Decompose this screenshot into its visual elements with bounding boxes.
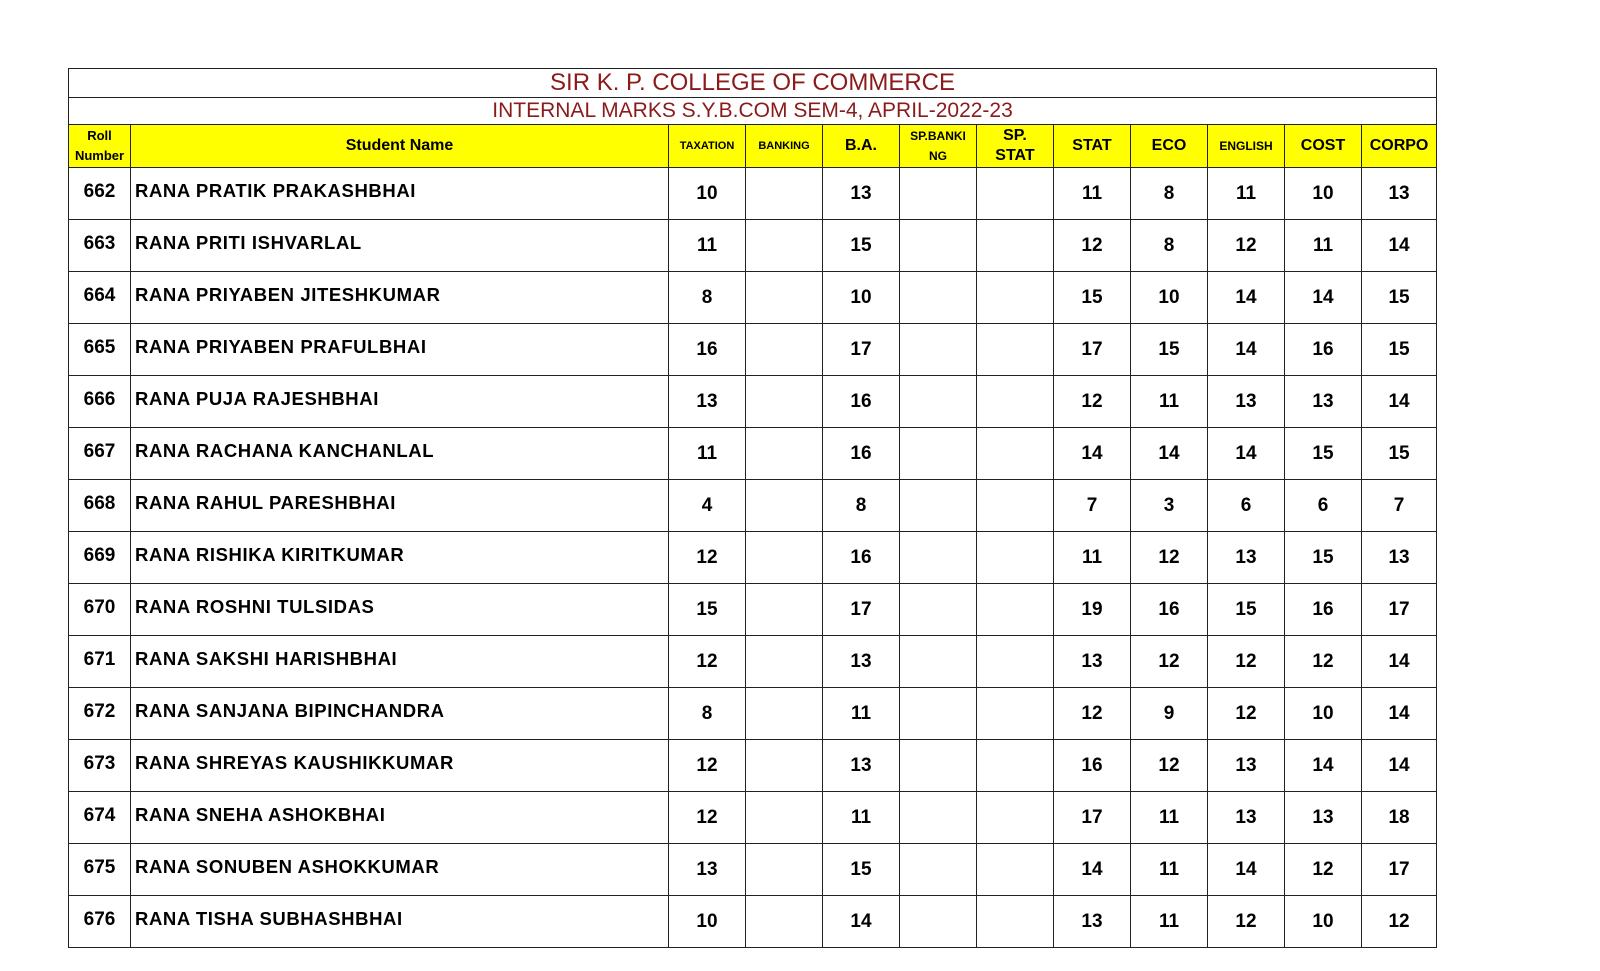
stat-cell: 7 xyxy=(1054,480,1131,532)
taxation-cell: 12 xyxy=(669,636,746,688)
name-cell: RANA PRATIK PRAKASHBHAI xyxy=(131,168,669,220)
ba-cell: 14 xyxy=(823,896,900,948)
sp-banking-cell xyxy=(900,272,977,324)
eco-cell: 3 xyxy=(1131,480,1208,532)
table-row xyxy=(69,532,1437,584)
taxation-cell: 15 xyxy=(669,584,746,636)
banking-cell xyxy=(746,324,823,376)
corpo-cell: 17 xyxy=(1362,584,1437,636)
stat-cell: 13 xyxy=(1054,896,1131,948)
english-cell: 12 xyxy=(1208,688,1285,740)
ba-cell: 13 xyxy=(823,636,900,688)
banking-cell xyxy=(746,844,823,896)
roll-cell: 674 xyxy=(69,792,131,844)
stat-cell: 14 xyxy=(1054,844,1131,896)
taxation-cell: 12 xyxy=(669,532,746,584)
roll-cell: 673 xyxy=(69,740,131,792)
english-cell: 14 xyxy=(1208,844,1285,896)
stat-cell: 12 xyxy=(1054,376,1131,428)
col-sp-banking xyxy=(900,125,977,168)
english-cell: 15 xyxy=(1208,584,1285,636)
name-cell: RANA SAKSHI HARISHBHAI xyxy=(131,636,669,688)
sp-stat-cell xyxy=(977,896,1054,948)
name-cell: RANA SNEHA ASHOKBHAI xyxy=(131,792,669,844)
ba-cell: 17 xyxy=(823,324,900,376)
sp-banking-cell xyxy=(900,480,977,532)
cost-cell: 12 xyxy=(1285,636,1362,688)
banking-cell xyxy=(746,220,823,272)
eco-cell: 10 xyxy=(1131,272,1208,324)
name-cell: RANA SANJANA BIPINCHANDRA xyxy=(131,688,669,740)
sp-banking-cell xyxy=(900,896,977,948)
cost-cell: 15 xyxy=(1285,428,1362,480)
col-taxation: TAXATION xyxy=(669,125,746,168)
roll-cell: 662 xyxy=(69,168,131,220)
column-header-row xyxy=(69,125,1437,168)
taxation-cell: 11 xyxy=(669,428,746,480)
sp-banking-cell xyxy=(900,220,977,272)
taxation-cell: 8 xyxy=(669,688,746,740)
taxation-cell: 8 xyxy=(669,272,746,324)
corpo-cell: 14 xyxy=(1362,376,1437,428)
sp-banking-cell xyxy=(900,532,977,584)
corpo-cell: 15 xyxy=(1362,272,1437,324)
stat-cell: 17 xyxy=(1054,324,1131,376)
english-cell: 14 xyxy=(1208,324,1285,376)
roll-cell: 670 xyxy=(69,584,131,636)
col-roll-number xyxy=(69,125,131,168)
sp-banking-cell xyxy=(900,324,977,376)
stat-cell: 15 xyxy=(1054,272,1131,324)
sp-stat-cell xyxy=(977,792,1054,844)
table-row xyxy=(69,740,1437,792)
sp-stat-cell xyxy=(977,220,1054,272)
cost-cell: 12 xyxy=(1285,844,1362,896)
col-corpo: CORPO xyxy=(1362,125,1437,168)
roll-cell: 671 xyxy=(69,636,131,688)
english-cell: 11 xyxy=(1208,168,1285,220)
stat-cell: 13 xyxy=(1054,636,1131,688)
ba-cell: 11 xyxy=(823,792,900,844)
table-row xyxy=(69,844,1437,896)
table-row xyxy=(69,272,1437,324)
stat-cell: 16 xyxy=(1054,740,1131,792)
corpo-cell: 18 xyxy=(1362,792,1437,844)
table-row xyxy=(69,428,1437,480)
name-cell: RANA SONUBEN ASHOKKUMAR xyxy=(131,844,669,896)
sp-banking-cell xyxy=(900,584,977,636)
ba-cell: 13 xyxy=(823,740,900,792)
table-row xyxy=(69,220,1437,272)
table-row xyxy=(69,688,1437,740)
english-cell: 13 xyxy=(1208,740,1285,792)
eco-cell: 12 xyxy=(1131,636,1208,688)
sp-stat-cell xyxy=(977,168,1054,220)
banking-cell xyxy=(746,168,823,220)
name-cell: RANA RACHANA KANCHANLAL xyxy=(131,428,669,480)
corpo-cell: 15 xyxy=(1362,324,1437,376)
sp-stat-cell xyxy=(977,376,1054,428)
english-cell: 13 xyxy=(1208,792,1285,844)
table-row xyxy=(69,324,1437,376)
col-sp-stat xyxy=(977,125,1054,168)
ba-cell: 16 xyxy=(823,428,900,480)
roll-cell: 669 xyxy=(69,532,131,584)
corpo-cell: 14 xyxy=(1362,220,1437,272)
name-cell: RANA RAHUL PARESHBHAI xyxy=(131,480,669,532)
stat-cell: 14 xyxy=(1054,428,1131,480)
eco-cell: 8 xyxy=(1131,220,1208,272)
taxation-cell: 4 xyxy=(669,480,746,532)
roll-cell: 672 xyxy=(69,688,131,740)
taxation-cell: 11 xyxy=(669,220,746,272)
corpo-cell: 14 xyxy=(1362,688,1437,740)
name-cell: RANA PRITI ISHVARLAL xyxy=(131,220,669,272)
banking-cell xyxy=(746,896,823,948)
eco-cell: 9 xyxy=(1131,688,1208,740)
sp-stat-cell xyxy=(977,324,1054,376)
roll-cell: 664 xyxy=(69,272,131,324)
col-stat: STAT xyxy=(1054,125,1131,168)
taxation-cell: 13 xyxy=(669,376,746,428)
eco-cell: 11 xyxy=(1131,844,1208,896)
name-cell: RANA PUJA RAJESHBHAI xyxy=(131,376,669,428)
eco-cell: 12 xyxy=(1131,532,1208,584)
sp-banking-cell xyxy=(900,636,977,688)
banking-cell xyxy=(746,636,823,688)
col-roll-line2: Number xyxy=(74,148,125,163)
subtitle-row xyxy=(69,98,1437,125)
col-cost: COST xyxy=(1285,125,1362,168)
taxation-cell: 16 xyxy=(669,324,746,376)
name-cell: RANA PRIYABEN PRAFULBHAI xyxy=(131,324,669,376)
table-row xyxy=(69,584,1437,636)
corpo-cell: 7 xyxy=(1362,480,1437,532)
eco-cell: 14 xyxy=(1131,428,1208,480)
english-cell: 6 xyxy=(1208,480,1285,532)
sp-banking-cell xyxy=(900,740,977,792)
corpo-cell: 17 xyxy=(1362,844,1437,896)
table-row xyxy=(69,376,1437,428)
eco-cell: 11 xyxy=(1131,792,1208,844)
table-row xyxy=(69,480,1437,532)
corpo-cell: 12 xyxy=(1362,896,1437,948)
name-cell: RANA RISHIKA KIRITKUMAR xyxy=(131,532,669,584)
english-cell: 12 xyxy=(1208,220,1285,272)
col-ba: B.A. xyxy=(823,125,900,168)
sp-banking-cell xyxy=(900,792,977,844)
roll-cell: 676 xyxy=(69,896,131,948)
banking-cell xyxy=(746,584,823,636)
taxation-cell: 12 xyxy=(669,740,746,792)
ba-cell: 16 xyxy=(823,376,900,428)
table-row xyxy=(69,792,1437,844)
sp-banking-cell xyxy=(900,376,977,428)
roll-cell: 663 xyxy=(69,220,131,272)
sp-stat-cell xyxy=(977,584,1054,636)
marks-table xyxy=(68,68,1437,948)
col-eco: ECO xyxy=(1131,125,1208,168)
sp-stat-cell xyxy=(977,636,1054,688)
roll-cell: 666 xyxy=(69,376,131,428)
col-sp-stat-line1: SP. xyxy=(1003,127,1027,144)
taxation-cell: 12 xyxy=(669,792,746,844)
sp-stat-cell xyxy=(977,428,1054,480)
col-banking: BANKING xyxy=(746,125,823,168)
sp-banking-cell xyxy=(900,428,977,480)
cost-cell: 6 xyxy=(1285,480,1362,532)
corpo-cell: 13 xyxy=(1362,168,1437,220)
corpo-cell: 14 xyxy=(1362,636,1437,688)
table-row xyxy=(69,168,1437,220)
ba-cell: 16 xyxy=(823,532,900,584)
roll-cell: 667 xyxy=(69,428,131,480)
cost-cell: 13 xyxy=(1285,792,1362,844)
sp-banking-cell xyxy=(900,168,977,220)
eco-cell: 12 xyxy=(1131,740,1208,792)
name-cell: RANA SHREYAS KAUSHIKKUMAR xyxy=(131,740,669,792)
stat-cell: 19 xyxy=(1054,584,1131,636)
ba-cell: 8 xyxy=(823,480,900,532)
sp-stat-cell xyxy=(977,844,1054,896)
stat-cell: 12 xyxy=(1054,688,1131,740)
col-sp-banking-line2: NG xyxy=(929,149,947,163)
sp-stat-cell xyxy=(977,688,1054,740)
english-cell: 14 xyxy=(1208,428,1285,480)
col-english: ENGLISH xyxy=(1208,125,1285,168)
name-cell: RANA TISHA SUBHASHBHAI xyxy=(131,896,669,948)
eco-cell: 16 xyxy=(1131,584,1208,636)
banking-cell xyxy=(746,272,823,324)
english-cell: 12 xyxy=(1208,636,1285,688)
sp-stat-cell xyxy=(977,532,1054,584)
sp-stat-cell xyxy=(977,480,1054,532)
stat-cell: 17 xyxy=(1054,792,1131,844)
taxation-cell: 10 xyxy=(669,896,746,948)
name-cell: RANA ROSHNI TULSIDAS xyxy=(131,584,669,636)
ba-cell: 17 xyxy=(823,584,900,636)
taxation-cell: 13 xyxy=(669,844,746,896)
table-row xyxy=(69,636,1437,688)
stat-cell: 11 xyxy=(1054,532,1131,584)
ba-cell: 15 xyxy=(823,220,900,272)
stat-cell: 12 xyxy=(1054,220,1131,272)
stat-cell: 11 xyxy=(1054,168,1131,220)
banking-cell xyxy=(746,792,823,844)
sheet-subtitle: INTERNAL MARKS S.Y.B.COM SEM-4, APRIL-2022-23 xyxy=(69,98,1437,125)
eco-cell: 8 xyxy=(1131,168,1208,220)
ba-cell: 15 xyxy=(823,844,900,896)
cost-cell: 14 xyxy=(1285,740,1362,792)
cost-cell: 16 xyxy=(1285,324,1362,376)
ba-cell: 10 xyxy=(823,272,900,324)
col-sp-banking-line1: SP.BANKI xyxy=(910,129,966,143)
taxation-cell: 10 xyxy=(669,168,746,220)
sp-stat-cell xyxy=(977,740,1054,792)
sp-banking-cell xyxy=(900,688,977,740)
college-title: SIR K. P. COLLEGE OF COMMERCE xyxy=(69,69,1437,98)
cost-cell: 10 xyxy=(1285,896,1362,948)
banking-cell xyxy=(746,428,823,480)
banking-cell xyxy=(746,532,823,584)
cost-cell: 11 xyxy=(1285,220,1362,272)
corpo-cell: 14 xyxy=(1362,740,1437,792)
col-sp-stat-line2: STAT xyxy=(995,147,1035,164)
english-cell: 14 xyxy=(1208,272,1285,324)
english-cell: 12 xyxy=(1208,896,1285,948)
banking-cell xyxy=(746,688,823,740)
ba-cell: 11 xyxy=(823,688,900,740)
cost-cell: 10 xyxy=(1285,688,1362,740)
sp-banking-cell xyxy=(900,844,977,896)
banking-cell xyxy=(746,480,823,532)
cost-cell: 16 xyxy=(1285,584,1362,636)
cost-cell: 13 xyxy=(1285,376,1362,428)
table-row xyxy=(69,896,1437,948)
ba-cell: 13 xyxy=(823,168,900,220)
corpo-cell: 15 xyxy=(1362,428,1437,480)
cost-cell: 14 xyxy=(1285,272,1362,324)
banking-cell xyxy=(746,740,823,792)
cost-cell: 10 xyxy=(1285,168,1362,220)
english-cell: 13 xyxy=(1208,532,1285,584)
title-row xyxy=(69,69,1437,98)
cost-cell: 15 xyxy=(1285,532,1362,584)
english-cell: 13 xyxy=(1208,376,1285,428)
name-cell: RANA PRIYABEN JITESHKUMAR xyxy=(131,272,669,324)
eco-cell: 11 xyxy=(1131,896,1208,948)
sp-stat-cell xyxy=(977,272,1054,324)
col-roll-line1: Roll xyxy=(87,128,112,143)
col-student-name: Student Name xyxy=(131,125,669,168)
banking-cell xyxy=(746,376,823,428)
roll-cell: 668 xyxy=(69,480,131,532)
eco-cell: 15 xyxy=(1131,324,1208,376)
eco-cell: 11 xyxy=(1131,376,1208,428)
roll-cell: 665 xyxy=(69,324,131,376)
corpo-cell: 13 xyxy=(1362,532,1437,584)
roll-cell: 675 xyxy=(69,844,131,896)
